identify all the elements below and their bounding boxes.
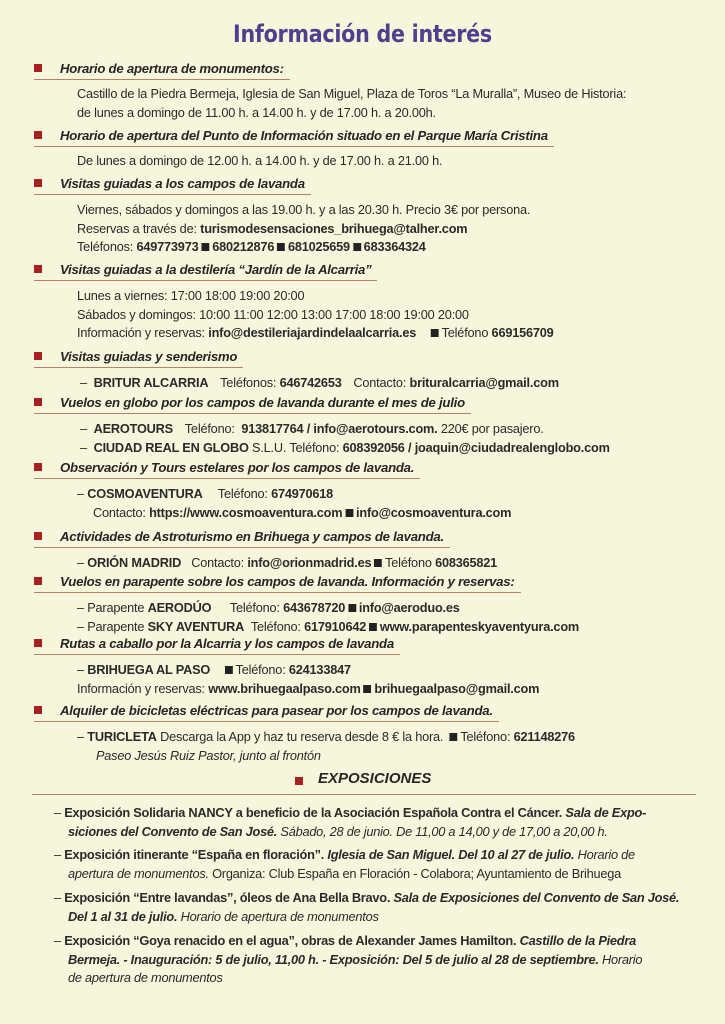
company-name: BRITUR ALCARRIA bbox=[93, 375, 209, 390]
company-name: CIUDAD REAL EN GLOBO bbox=[93, 439, 249, 455]
square-separator-icon bbox=[201, 243, 209, 251]
dash: – bbox=[54, 847, 61, 862]
label: Parapente bbox=[87, 600, 148, 615]
email-link[interactable]: turismodesensaciones_brihuega@talher.com bbox=[200, 220, 468, 236]
phone-number: 680212876 bbox=[212, 239, 275, 254]
text-line bbox=[77, 661, 712, 680]
section-balloon-flights bbox=[0, 394, 725, 457]
square-separator-icon bbox=[225, 666, 233, 674]
venue-text: Sala de Exposiciones del Convento de San José. bbox=[390, 890, 680, 905]
text-line bbox=[77, 324, 712, 343]
text-line: De lunes a domingo de 12.00 h. a 14.00 h. y de 17.00 h. a 21.00 h. bbox=[77, 153, 443, 168]
square-separator-icon bbox=[364, 685, 372, 693]
square-separator-icon bbox=[431, 329, 439, 337]
heading-text: Actividades de Astroturismo en Brihuega y campos de lavanda. bbox=[60, 529, 444, 544]
dash: – bbox=[80, 421, 87, 436]
dash: – bbox=[77, 729, 84, 744]
text-line: de lunes a domingo de 11.00 h. a 14.00 h. y de 17.00 h. a 20.00h. bbox=[77, 104, 436, 120]
contact-value: 608392056 / joaquin@ciudadrealenglobo.com bbox=[342, 439, 610, 455]
section-astrotourism bbox=[0, 528, 725, 573]
company-name: BRIHUEGA AL PASO bbox=[87, 662, 211, 677]
square-separator-icon bbox=[369, 623, 377, 631]
section-monument-hours bbox=[0, 60, 725, 122]
email-link[interactable]: info@orionmadrid.es bbox=[247, 555, 372, 570]
email-link[interactable]: info@aeroduo.es bbox=[358, 600, 460, 615]
phone-number: 649773973 bbox=[136, 239, 199, 254]
heading-text: Visitas guiadas a los campos de lavanda bbox=[60, 176, 305, 191]
dash: – bbox=[77, 555, 84, 570]
exhibition-item bbox=[54, 889, 694, 926]
section-heading bbox=[34, 61, 290, 80]
exhibition-title: Exposición itinerante “España en floración”. bbox=[64, 847, 325, 862]
exhibition-item bbox=[54, 932, 694, 988]
section-heading bbox=[34, 128, 554, 147]
page-title: Información de interés bbox=[233, 20, 492, 48]
dash: – bbox=[77, 600, 84, 615]
label: Teléfono: bbox=[460, 729, 514, 744]
label: Teléfono: bbox=[235, 662, 289, 677]
dash: – bbox=[54, 890, 61, 905]
website-link[interactable]: www.parapenteskyaventyura.com bbox=[379, 618, 580, 634]
exhibition-item bbox=[54, 804, 694, 841]
heading-text: Alquiler de bicicletas eléctricas para pasear por los campos de lavanda. bbox=[60, 703, 493, 718]
label: Teléfonos: bbox=[77, 239, 137, 254]
square-bullet-icon bbox=[34, 398, 42, 406]
venue-text: Sala de Expo- bbox=[562, 805, 647, 820]
dates-text: Del 1 al 31 de julio. bbox=[68, 908, 178, 924]
text-line: Castillo de la Piedra Bermeja, Iglesia de San Miguel, Plaza de Toros “La Muralla”, Museo de Historia: bbox=[77, 86, 627, 101]
text-line bbox=[54, 804, 694, 823]
heading-text: EXPOSICIONES bbox=[318, 770, 432, 787]
section-heading bbox=[34, 349, 243, 368]
phone-number: 669156709 bbox=[491, 325, 554, 340]
list-item bbox=[77, 599, 712, 618]
heading-text: Observación y Tours estelares por los campos de lavanda. bbox=[60, 460, 415, 475]
organizer-text: Organiza: Club España en Floración - Colabora; Ayuntamiento de Brihuega bbox=[208, 865, 621, 881]
section-ebike-rental bbox=[0, 702, 725, 765]
section-lavender-tours bbox=[0, 175, 725, 257]
label: Teléfono bbox=[441, 325, 492, 340]
list-item bbox=[77, 618, 712, 637]
square-bullet-icon bbox=[295, 777, 303, 785]
phone-number: 617910642 bbox=[304, 618, 367, 634]
phone-number: 624133847 bbox=[288, 662, 351, 677]
section-heading bbox=[34, 176, 311, 195]
square-bullet-icon bbox=[34, 706, 42, 714]
label: Teléfono: bbox=[217, 486, 272, 501]
section-horse-routes bbox=[0, 635, 725, 698]
phone-number: 674970618 bbox=[271, 486, 334, 501]
text-line bbox=[80, 374, 712, 393]
text-line bbox=[54, 951, 694, 970]
label: Reservas a través de: bbox=[77, 220, 201, 236]
company-name: SKY AVENTURA bbox=[147, 618, 245, 634]
dash: – bbox=[77, 618, 84, 634]
schedule-text: Horario de bbox=[574, 847, 635, 862]
label: Parapente bbox=[87, 618, 148, 634]
text-line bbox=[54, 908, 694, 927]
heading-text: Horario de apertura de monumentos: bbox=[60, 61, 284, 76]
text-line bbox=[77, 728, 712, 747]
heading-text: Visitas guiadas a la destilería “Jardín de la Alcarria” bbox=[60, 262, 372, 277]
phone-number: 683364324 bbox=[363, 239, 426, 254]
square-bullet-icon bbox=[34, 532, 42, 540]
company-name: ORIÓN MADRID bbox=[87, 555, 182, 570]
text-line bbox=[54, 932, 694, 951]
square-separator-icon bbox=[277, 243, 285, 251]
section-heading bbox=[34, 574, 521, 593]
section-paragliding bbox=[0, 573, 725, 636]
label: Teléfonos: bbox=[220, 375, 280, 390]
email-link[interactable]: brituralcarria@gmail.com bbox=[409, 375, 559, 390]
label: Teléfono bbox=[385, 555, 436, 570]
address-text: Paseo Jesús Ruiz Pastor, junto al frontón bbox=[96, 747, 321, 763]
dash: – bbox=[54, 805, 61, 820]
exhibition-title: Exposición “Entre lavandas”, óleos de Ana Bella Bravo. bbox=[64, 890, 391, 905]
dash: – bbox=[80, 375, 87, 390]
text-line bbox=[93, 504, 712, 523]
company-name: TURICLETA bbox=[87, 729, 157, 744]
label: Información y reservas: bbox=[77, 680, 209, 696]
square-bullet-icon bbox=[34, 131, 42, 139]
text-line bbox=[77, 238, 712, 257]
list-item bbox=[80, 420, 712, 439]
phone-number: 608365821 bbox=[435, 555, 498, 570]
email-link[interactable]: info@destileriajardindelaalcarria.es bbox=[208, 325, 417, 340]
dash: – bbox=[77, 486, 84, 501]
text-line bbox=[54, 969, 694, 988]
price-text: 220€ por pasajero. bbox=[437, 421, 544, 436]
schedule-text: apertura de monumentos. bbox=[68, 865, 209, 881]
label: Contacto: bbox=[353, 375, 410, 390]
phone-number: 621148276 bbox=[513, 729, 575, 744]
section-heading bbox=[34, 460, 420, 479]
label: Información y reservas: bbox=[77, 325, 209, 340]
section-info-point-hours bbox=[0, 127, 725, 171]
schedule-text: Horario de apertura de monumentos bbox=[177, 908, 379, 924]
exhibition-title: Exposición “Goya renacido en el agua”, obras de Alexander James Hamilton. bbox=[64, 933, 517, 948]
schedule-text: Sábado, 28 de junio. De 11,00 a 14,00 y de 17,00 a 20,00 h. bbox=[277, 823, 608, 839]
contact-value: 913817764 / info@aerotours.com. bbox=[241, 421, 438, 436]
label: Contacto: bbox=[191, 555, 248, 570]
text-line bbox=[54, 823, 694, 842]
heading-text: Vuelos en globo por los campos de lavanda durante el mes de julio bbox=[60, 395, 465, 410]
description: Descarga la App y haz tu reserva desde 8 € la hora. bbox=[156, 729, 447, 744]
venue-text: Castillo de la Piedra bbox=[516, 933, 636, 948]
square-bullet-icon bbox=[34, 463, 42, 471]
text-line bbox=[77, 554, 712, 573]
square-bullet-icon bbox=[34, 639, 42, 647]
square-separator-icon bbox=[353, 243, 361, 251]
text-line: Sábados y domingos: 10:00 11:00 12:00 13:00 17:00 18:00 19:00 20:00 bbox=[77, 306, 469, 322]
square-bullet-icon bbox=[34, 179, 42, 187]
phone-number: 681025659 bbox=[287, 239, 350, 254]
company-name: COSMOAVENTURA bbox=[87, 486, 203, 501]
phone-number: 643678720 bbox=[283, 600, 346, 615]
square-separator-icon bbox=[450, 733, 458, 741]
website-link[interactable]: www.brihuegaalpaso.com bbox=[208, 680, 361, 696]
section-heading bbox=[34, 395, 471, 414]
dash: – bbox=[80, 439, 87, 455]
square-separator-icon bbox=[348, 604, 356, 612]
square-separator-icon bbox=[374, 559, 382, 567]
label: Teléfono: bbox=[229, 600, 284, 615]
heading-text: Horario de apertura del Punto de Información situado en el Parque María Cristina bbox=[60, 128, 548, 143]
section-guided-hiking bbox=[0, 348, 725, 393]
exposiciones-heading bbox=[32, 772, 696, 795]
list-item bbox=[80, 439, 712, 458]
schedule-text: Horario bbox=[598, 951, 643, 967]
exhibition-title: Exposición Solidaria NANCY a beneficio de la Asociación Española Contra el Cáncer. bbox=[64, 805, 563, 820]
exhibition-item bbox=[54, 846, 694, 883]
section-heading bbox=[34, 529, 450, 548]
section-heading bbox=[34, 262, 377, 281]
schedule-text: de apertura de monumentos bbox=[68, 970, 223, 985]
square-bullet-icon bbox=[34, 64, 42, 72]
heading-text: Visitas guiadas y senderismo bbox=[60, 349, 238, 364]
website-link[interactable]: https://www.cosmoaventura.com bbox=[149, 504, 343, 520]
venue-text: Iglesia de San Miguel. Del 10 al 27 de julio. bbox=[324, 847, 575, 862]
email-link[interactable]: brihuegaalpaso@gmail.com bbox=[374, 680, 540, 696]
phone-number: 646742653 bbox=[279, 375, 342, 390]
text-line: Lunes a viernes: 17:00 18:00 19:00 20:00 bbox=[77, 288, 305, 303]
dash: – bbox=[54, 933, 61, 948]
label: Contacto: bbox=[93, 504, 150, 520]
square-bullet-icon bbox=[34, 352, 42, 360]
heading-text: Vuelos en parapente sobre los campos de lavanda. Información y reservas: bbox=[60, 574, 515, 589]
company-name: AERODÚO bbox=[147, 600, 212, 615]
text-line bbox=[77, 220, 712, 239]
section-distillery-tours bbox=[0, 261, 725, 343]
dash: – bbox=[77, 662, 84, 677]
square-bullet-icon bbox=[34, 577, 42, 585]
heading-text: Rutas a caballo por la Alcarria y los campos de lavanda bbox=[60, 636, 394, 651]
section-heading bbox=[34, 703, 499, 722]
email-link[interactable]: info@cosmoaventura.com bbox=[356, 504, 512, 520]
company-name: AEROTOURS bbox=[93, 421, 173, 436]
text-line bbox=[77, 680, 712, 699]
label: S.L.U. Teléfono: bbox=[248, 439, 343, 455]
text-line: Viernes, sábados y domingos a las 19.00 h. y a las 20.30 h. Precio 3€ por persona. bbox=[77, 202, 531, 217]
text-line bbox=[54, 846, 694, 865]
section-heading bbox=[34, 636, 400, 655]
label: Teléfono: bbox=[250, 618, 305, 634]
square-bullet-icon bbox=[34, 265, 42, 273]
label: Teléfono: bbox=[184, 421, 239, 436]
square-separator-icon bbox=[345, 509, 353, 517]
text-line bbox=[54, 865, 694, 884]
venue-text: siciones del Convento de San José. bbox=[68, 823, 278, 839]
section-stargazing-tours bbox=[0, 459, 725, 522]
text-line bbox=[77, 485, 712, 504]
text-line bbox=[54, 889, 694, 908]
dates-text: Bermeja. - Inauguración: 5 de julio, 11,00 h. - Exposición: Del 5 de julio al 28 de septiembre. bbox=[68, 951, 599, 967]
